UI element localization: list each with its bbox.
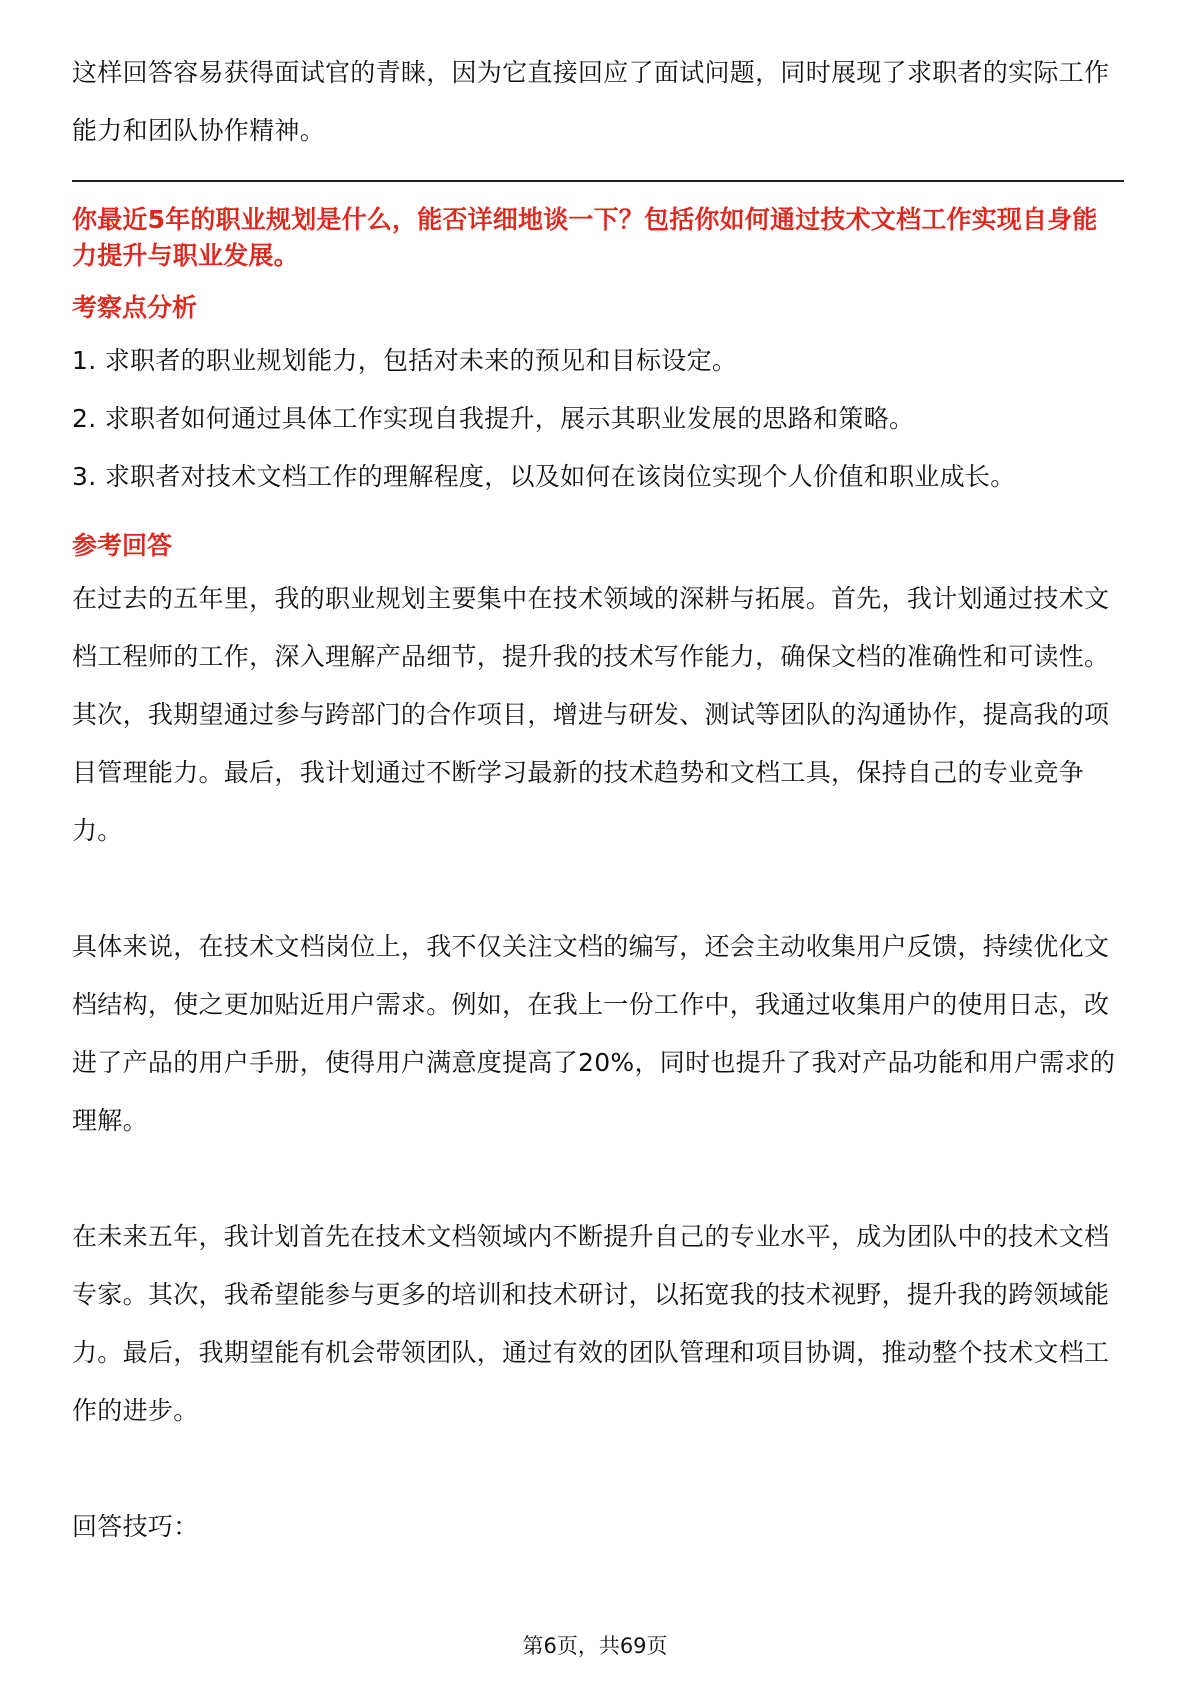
tips-label: 回答技巧： bbox=[72, 1512, 199, 1541]
section-divider bbox=[72, 180, 1124, 182]
page-footer: 第6页，共69页 bbox=[522, 1634, 668, 1658]
analysis-title: 考察点分析 bbox=[72, 293, 198, 322]
analysis-item: 1. 求职者的职业规划能力，包括对未来的预见和目标设定。 bbox=[72, 346, 738, 375]
reference-paragraph: 在过去的五年里，我的职业规划主要集中在技术领域的深耕与拓展。首先，我计划通过技术文档工程师的工作，深入理解产品细节，提升我的技术写作能力，确保文档的准确性和可读性。其次，我期望通过参与跨部门的合作项目，增进与研发、测试等团队的沟通协作，提高我的项目管理能力。最后，我计划通过不断学习最新的技术趋势和文档工具，保持自己的专业竞争力。 bbox=[72, 584, 1110, 845]
spacer bbox=[72, 1440, 1122, 1498]
page-content bbox=[72, 44, 1122, 1556]
spacer bbox=[72, 1150, 1122, 1208]
spacer bbox=[72, 506, 1122, 522]
reference-title: 参考回答 bbox=[72, 531, 173, 560]
interview-question: 你最近5年的职业规划是什么，能否详细地谈一下？包括你如何通过技术文档工作实现自身能力提升与职业发展。 bbox=[72, 205, 1098, 270]
analysis-item: 2. 求职者如何通过具体工作实现自我提升，展示其职业发展的思路和策略。 bbox=[72, 404, 915, 433]
reference-paragraph: 具体来说，在技术文档岗位上，我不仅关注文档的编写，还会主动收集用户反馈，持续优化文档结构，使之更加贴近用户需求。例如，在我上一份工作中，我通过收集用户的使用日志，改进了产品的用户手册，使得用户满意度提高了20%，同时也提升了我对产品功能和用户需求的理解。 bbox=[72, 932, 1116, 1135]
reference-paragraph: 在未来五年，我计划首先在技术文档领域内不断提升自己的专业水平，成为团队中的技术文档专家。其次，我希望能参与更多的培训和技术研讨，以拓宽我的技术视野，提升我的跨领域能力。最后，我期望能有机会带领团队，通过有效的团队管理和项目协调，推动整个技术文档工作的进步。 bbox=[72, 1222, 1110, 1425]
spacer bbox=[72, 860, 1122, 918]
intro-paragraph: 这样回答容易获得面试官的青睐，因为它直接回应了面试问题，同时展现了求职者的实际工作能力和团队协作精神。 bbox=[72, 58, 1110, 145]
analysis-item: 3. 求职者对技术文档工作的理解程度，以及如何在该岗位实现个人价值和职业成长。 bbox=[72, 462, 1016, 491]
